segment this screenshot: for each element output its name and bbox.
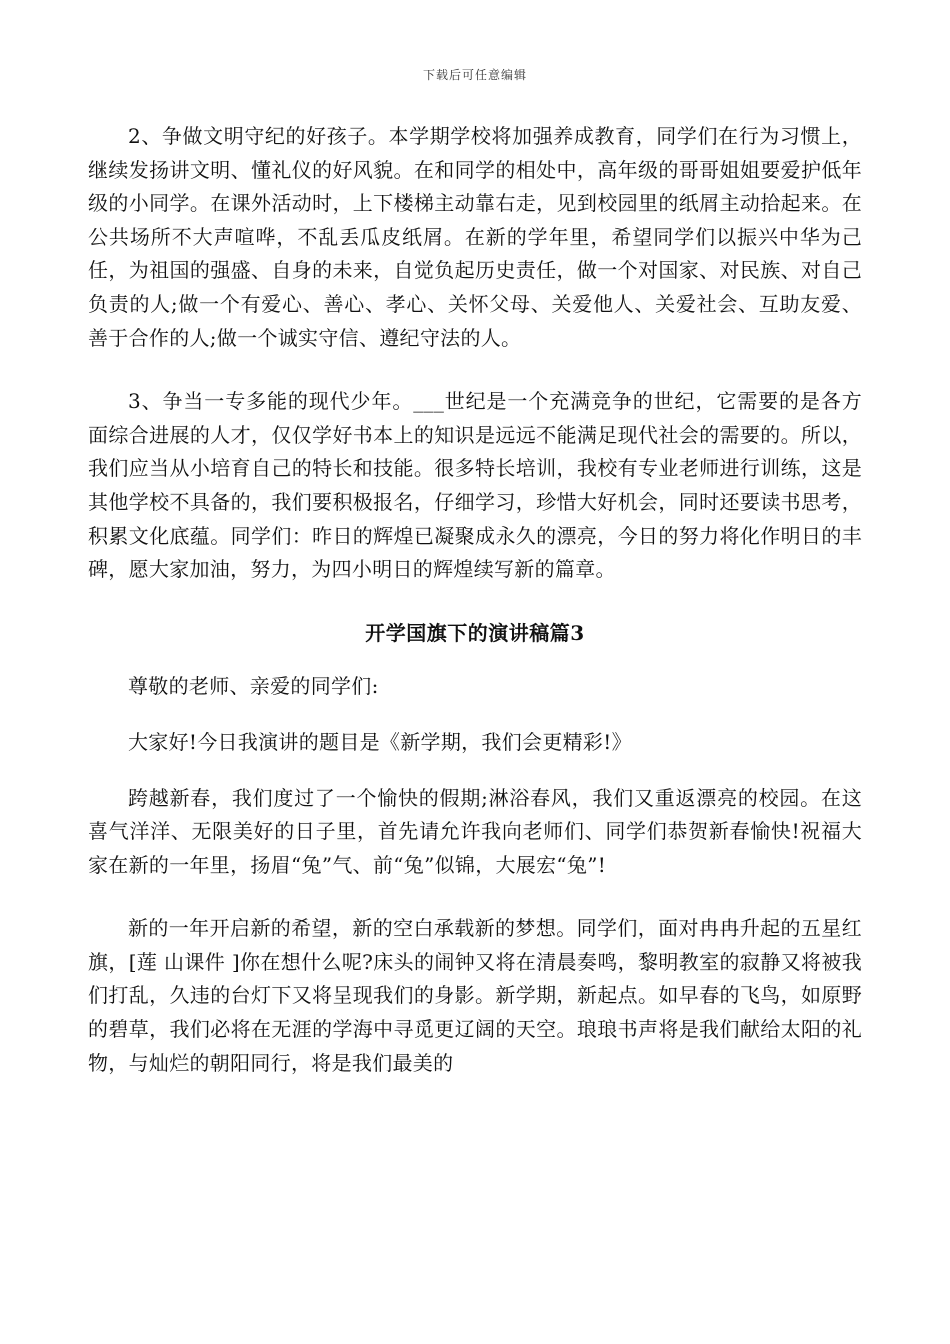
- section-title: 开学国旗下的演讲稿篇3: [365, 620, 585, 645]
- header-note: 下载后可任意编辑: [422, 68, 527, 82]
- paragraph-item-2: 2、争做文明守纪的好孩子。本学期学校将加强养成教育，同学们在行为习惯上，继续发扬讲文明、懂礼仪的好风貌。在和同学的相处中，高年级的哥哥姐姐要爱护低年级的小同学。在课外活动时，上下楼梯主动靠右走，见到校园里的纸屑主动拾起来。在公共场所不大声喧哗，不乱丢瓜皮纸屑。在新的学年里，希望同学们以振兴中华为己任，为祖国的强盛、自身的未来，自觉负起历史责任，做一个对国家、对民族、对自己负责的人;做一个有爱心、善心、孝心、关怀父母、关爱他人、关爱社会、互助友爱、善于合作的人;做一个诚实守信、遵纪守法的人。: [88, 124, 862, 350]
- opening-line: 大家好!今日我演讲的题目是《新学期，我们会更精彩!》: [128, 729, 632, 754]
- paragraph-item-3: 3、争当一专多能的现代少年。___世纪是一个充满竞争的世纪，它需要的是各方面综合进展的人才，仅仅学好书本上的知识是远远不能满足现代社会的需要的。所以，我们应当从小培育自己的特长和技能。很多特长培训，我校有专业老师进行训练，这是其他学校不具备的，我们要积极报名，仔细学习，珍惜大好机会，同时还要读书思考，积累文化底蕴。同学们：昨日的辉煌已凝聚成永久的漂亮，今日的努力将化作明日的丰碑，愿大家加油，努力，为四小明日的辉煌续写新的篇章。: [88, 389, 862, 582]
- document-body: [88, 120, 862, 1110]
- greeting: 尊敬的老师、亲爱的同学们:: [128, 674, 379, 699]
- paragraph-new-spring: 跨越新春，我们度过了一个愉快的假期;淋浴春风，我们又重返漂亮的校园。在这喜气洋洋、无限美好的日子里，首先请允许我向老师们、同学们恭贺新春愉快!祝福大家在新的一年里，扬眉“兔”气、前“兔”似锦，大展宏“兔”!: [88, 785, 862, 877]
- paragraph-new-year: 新的一年开启新的希望，新的空白承载新的梦想。同学们，面对冉冉升起的五星红旗，[莲 山课件 ]你在想什么呢?床头的闹钟又将在清晨奏鸣，黎明教室的寂静又将被我们打乱，久违的台灯下又将呈现我们的身影。新学期，新起点。如早春的飞鸟，如原野的碧草，我们必将在无涯的学海中寻觅更辽阔的天空。琅琅书声将是我们献给太阳的礼物，与灿烂的朝阳同行，将是我们最美的: [88, 916, 862, 1075]
